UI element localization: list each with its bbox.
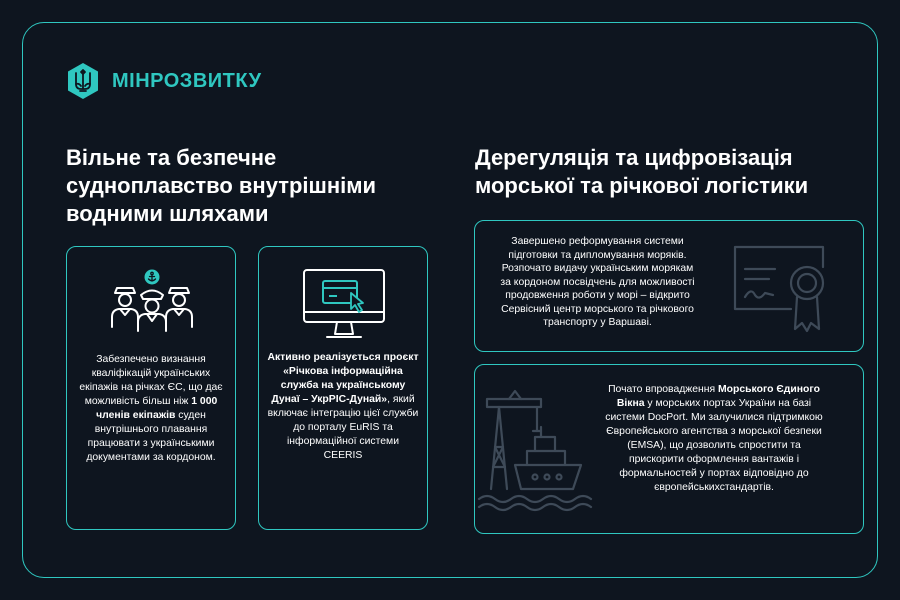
crew-qualification-card: [66, 246, 236, 530]
brand-name: МІНРОЗВИТКУ: [112, 69, 262, 92]
anchor-icon: [145, 270, 160, 285]
crew-qualification-text: Забезпечено визнання кваліфікацій українських екіпажів на річках ЄС, що дає можливість більш ніж 1 000 членів екіпажів суден внутрішнього плавання працювати з українськими документами за кордоном.: [79, 354, 223, 463]
maritime-single-window-text: Почато впровадження Морського Єдиного Вікна у морських портах України на базі системи DocPort. Ми залучилися підтримкою Європейського агентства з морської безпеки (EMSA), що дозволить спростити та прискорити оформлення вантажів і формальностей у портах відповідно до європейськихстандартів.: [605, 384, 823, 493]
computer-monitor-icon: [301, 267, 387, 341]
brand-logo: [66, 62, 262, 100]
certificate-icon: [729, 239, 829, 335]
river-info-service-card: [258, 246, 428, 530]
left-section-title: Вільне та безпечне судноплавство внутрішніми водними шляхами: [66, 145, 377, 226]
sailors-crew-icon: [107, 269, 197, 333]
seafarer-certification-text: Завершено реформування системи підготовки та дипломування моряків. Розпочато видачу українським морякам за кордоном посвідчень для можливості продовження роботи у морі – відкрито Сервісний центр морського та річкового транспорту у Варшаві.: [500, 236, 695, 328]
port-ship-icon: [475, 385, 597, 513]
maritime-single-window-card: [474, 364, 864, 534]
river-info-service-text: Активно реалізується проєкт «Річкова інформаційна служба на українському Дунаї – УкрРІС-Дунай», який включає інтеграцію цієї служби до порталу EuRIS та інформаційної системи CEERIS: [267, 352, 419, 461]
seafarer-certification-card: [474, 220, 864, 352]
trident-logo-icon: [66, 62, 100, 100]
right-section-title: Дерегуляція та цифровізація морської та річкової логістики: [475, 145, 809, 198]
